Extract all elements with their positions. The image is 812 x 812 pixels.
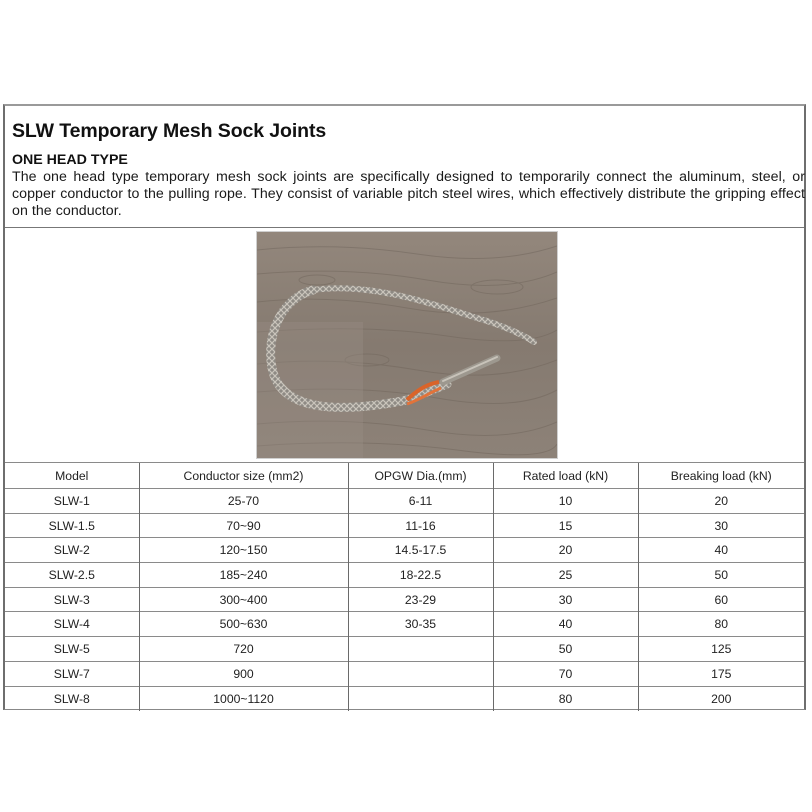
table-row (5, 612, 804, 637)
product-photo (257, 232, 557, 458)
cell-model: SLW-2 (5, 538, 139, 563)
cell-rated-load: 30 (493, 587, 638, 612)
cell-breaking-load: 125 (638, 637, 804, 662)
cell-conductor-size: 720 (139, 637, 348, 662)
table-row (5, 587, 804, 612)
cell-rated-load: 25 (493, 563, 638, 588)
table-row (5, 686, 804, 711)
document-title: SLW Temporary Mesh Sock Joints (12, 120, 327, 142)
cell-opgw-dia: 18-22.5 (348, 563, 493, 588)
photo-section (5, 228, 804, 463)
cell-rated-load: 50 (493, 637, 638, 662)
cell-model: SLW-5 (5, 637, 139, 662)
cell-breaking-load: 200 (638, 686, 804, 711)
cell-breaking-load: 20 (638, 489, 804, 514)
spec-table (5, 462, 804, 711)
column-header-rated-load: Rated load (kN) (493, 463, 638, 489)
cell-model: SLW-1.5 (5, 513, 139, 538)
cell-rated-load: 40 (493, 612, 638, 637)
cell-rated-load: 70 (493, 661, 638, 686)
cell-conductor-size: 120~150 (139, 538, 348, 563)
cell-opgw-dia: 30-35 (348, 612, 493, 637)
cell-breaking-load: 80 (638, 612, 804, 637)
intro-section (5, 106, 804, 228)
cell-conductor-size: 25-70 (139, 489, 348, 514)
cell-breaking-load: 50 (638, 563, 804, 588)
cell-model: SLW-7 (5, 661, 139, 686)
column-header-model: Model (5, 463, 139, 489)
table-header-row (5, 463, 804, 489)
cell-model: SLW-8 (5, 686, 139, 711)
cell-conductor-size: 70~90 (139, 513, 348, 538)
cell-opgw-dia: 6-11 (348, 489, 493, 514)
cell-model: SLW-4 (5, 612, 139, 637)
table-row (5, 661, 804, 686)
cell-rated-load: 10 (493, 489, 638, 514)
cell-conductor-size: 185~240 (139, 563, 348, 588)
cell-model: SLW-3 (5, 587, 139, 612)
cell-rated-load: 20 (493, 538, 638, 563)
cell-model: SLW-1 (5, 489, 139, 514)
product-description: The one head type temporary mesh sock joints are specifically designed to temporarily connect the aluminum, steel, or copper conductor to the pulling rope. They consist of variable pitch steel wires, which effectively distribute the gripping effect on the conductor. (12, 169, 805, 219)
mesh-sock-image (257, 232, 557, 458)
section-subtitle: ONE HEAD TYPE (12, 152, 128, 168)
cell-opgw-dia: 11-16 (348, 513, 493, 538)
cell-opgw-dia: 23-29 (348, 587, 493, 612)
cell-opgw-dia (348, 686, 493, 711)
column-header-conductor-size: Conductor size (mm2) (139, 463, 348, 489)
table-row (5, 513, 804, 538)
column-header-opgw-dia: OPGW Dia.(mm) (348, 463, 493, 489)
cell-opgw-dia (348, 637, 493, 662)
cell-rated-load: 15 (493, 513, 638, 538)
cell-conductor-size: 300~400 (139, 587, 348, 612)
table-row (5, 489, 804, 514)
cell-conductor-size: 900 (139, 661, 348, 686)
cell-conductor-size: 500~630 (139, 612, 348, 637)
cell-breaking-load: 30 (638, 513, 804, 538)
table-row (5, 563, 804, 588)
cell-breaking-load: 40 (638, 538, 804, 563)
cell-conductor-size: 1000~1120 (139, 686, 348, 711)
spec-sheet (3, 104, 806, 710)
cell-breaking-load: 175 (638, 661, 804, 686)
cell-opgw-dia: 14.5-17.5 (348, 538, 493, 563)
cell-opgw-dia (348, 661, 493, 686)
cell-rated-load: 80 (493, 686, 638, 711)
table-row (5, 538, 804, 563)
table-row (5, 637, 804, 662)
cell-model: SLW-2.5 (5, 563, 139, 588)
column-header-breaking-load: Breaking load (kN) (638, 463, 804, 489)
cell-breaking-load: 60 (638, 587, 804, 612)
